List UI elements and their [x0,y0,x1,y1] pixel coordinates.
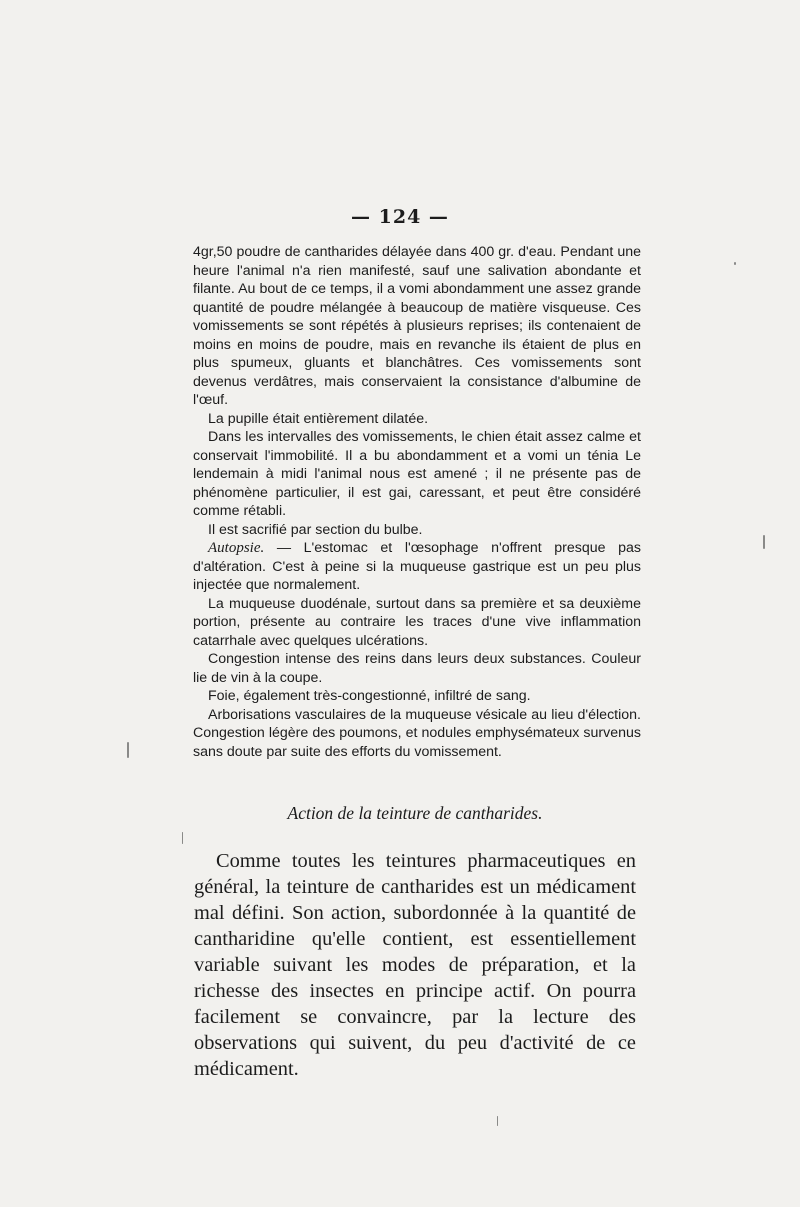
autopsy-label: Autopsie. [208,540,265,556]
tincture-introduction [194,848,636,1082]
scan-speck [763,535,765,549]
scan-speck [127,742,129,758]
paragraph-duodenum: La muqueuse duodénale, surtout dans sa première et sa deuxième portion, présente au contraire les traces d'une vive inflammation catarrhale avec quelques ulcérations. [193,595,641,649]
paragraph-bladder-lungs: Arborisations vasculaires de la muqueuse vésicale au lieu d'élection. Congestion légère des poumons, et nodules emphysémateux survenus sans doute par suite des efforts du vomissement. [193,706,641,760]
case-report-text [193,243,641,761]
paragraph-sacrifice: Il est sacrifié par section du bulbe. [208,521,423,538]
scan-speck [182,832,183,844]
paragraph-tincture: Comme toutes les teintures pharmaceutiques en général, la teinture de cantharides est un médicament mal défini. Son action, subordonnée à la quantité de cantharidine qu'elle contient, est essentiellement variable suivant les modes de préparation, et la richesse des insectes en principe actif. On pourra facilement se convaincre, par la lecture des observations qui suivent, du peu d'activité de ce médicament. [194,850,636,1080]
page-number: — 124 — [351,206,449,228]
paragraph-pupil: La pupille était entièrement dilatée. [208,410,429,427]
scan-speck [734,262,736,265]
paragraph-recovery: Dans les intervalles des vomissements, le chien était assez calme et conservait l'immobilité. Il a bu abondamment et a vomi un ténia Le lendemain à midi l'animal nous est amené ; il ne présente pas de phénomène particulier, il est gai, caressant, et peut être considéré comme rétabli. [193,429,641,519]
paragraph-vomiting: 4gr,50 poudre de cantharides délayée dans 400 gr. d'eau. Pendant une heure l'animal n'a rien manifesté, sauf une salivation abondante et filante. Au bout de ce temps, il a vomi abondamment une assez grande quantité de poudre mélangée à beaucoup de matière visqueuse. Ces vomissements se sont répétés à plusieurs reprises; ils contenaient de moins en moins de poudre, mais en revanche ils étaient de plus en plus spumeux, gluants et blanchâtres. Ces vomissements sont devenus verdâtres, mais conservaient la consistance d'albumine de l'œuf. [193,244,641,408]
paragraph-autopsy [193,539,641,595]
autopsy-text: — L'estomac et l'œsophage n'offrent presque pas d'altération. C'est à peine si la muqueuse gastrique est un peu plus injectée que normalement. [193,540,641,593]
paragraph-liver: Foie, également très-congestionné, infiltré de sang. [208,688,531,704]
section-heading: Action de la teinture de cantharides. [287,803,543,823]
scan-speck [497,1116,498,1126]
paragraph-kidneys: Congestion intense des reins dans leurs deux substances. Couleur lie de vin à la coupe. [193,651,641,686]
